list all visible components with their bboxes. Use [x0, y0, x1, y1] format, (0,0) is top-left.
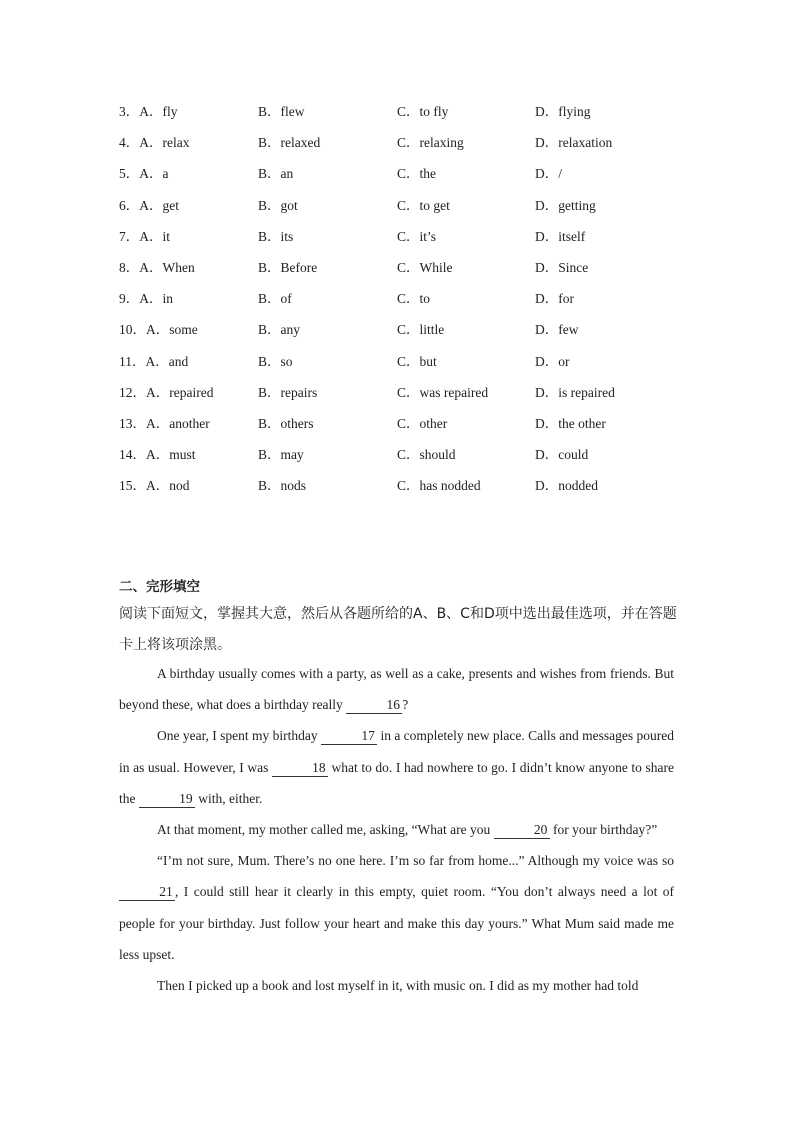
option-b: B．of — [258, 291, 292, 307]
option-a: 11．A．and — [119, 353, 189, 369]
option-d: D．is repaired — [535, 384, 615, 400]
option-d: D．relaxation — [535, 135, 613, 151]
option-c: C．was repaired — [397, 384, 489, 400]
option-d: D．flying — [535, 104, 591, 119]
option-row — [119, 413, 679, 444]
option-c: C．other — [397, 415, 448, 431]
option-b: B．any — [258, 322, 300, 338]
option-b: B．Before — [258, 259, 318, 275]
option-a: 3．A．fly — [119, 104, 178, 119]
blank-20: 20 — [494, 822, 550, 839]
option-row — [119, 444, 679, 475]
option-d: D．getting — [535, 197, 596, 213]
blank-17: 17 — [321, 728, 377, 745]
option-c: C．relaxing — [397, 135, 464, 151]
option-b: B．relaxed — [258, 135, 321, 151]
option-d: D．Since — [535, 259, 589, 275]
cloze-passage — [119, 658, 674, 1001]
option-row — [119, 382, 679, 413]
options-list — [119, 101, 679, 506]
option-b: B．so — [258, 353, 293, 369]
option-c: C．While — [397, 259, 453, 275]
passage-paragraph: Then I picked up a book and lost myself in it, with music on. I did as my mother had told — [157, 978, 639, 994]
option-b: B．nods — [258, 478, 307, 494]
blank-21: 21 — [119, 884, 175, 901]
option-d: D．could — [535, 447, 589, 463]
option-row — [119, 257, 679, 288]
option-row — [119, 226, 679, 257]
option-d: D．itself — [535, 228, 586, 244]
option-row — [119, 132, 679, 163]
option-row — [119, 163, 679, 194]
option-row — [119, 475, 679, 506]
option-row — [119, 319, 679, 350]
option-c: C．it’s — [397, 228, 437, 244]
passage-paragraph: A birthday usually comes with a party, as well as a cake, presents and wishes from friends. But beyond these, what does a birthday really 16 ? — [119, 666, 674, 713]
option-b: B．may — [258, 447, 304, 463]
option-d: D．for — [535, 291, 574, 307]
option-b: B．flew — [258, 104, 305, 119]
option-c: C．to get — [397, 197, 450, 213]
option-b: B．its — [258, 228, 294, 244]
option-a: 8．A．When — [119, 259, 195, 275]
option-a: 9．A．in — [119, 291, 173, 307]
option-row — [119, 351, 679, 382]
option-row — [119, 288, 679, 319]
option-a: 13．A．another — [119, 415, 210, 431]
blank-19: 19 — [139, 791, 195, 808]
option-c: C．should — [397, 447, 456, 463]
passage-paragraph: One year, I spent my birthday 17 in a completely new place. Calls and messages poured in as usual. However, I was 18 what to do. I had nowhere to go. I didn’t know anyone to share the 19 with, either. — [119, 728, 674, 806]
option-b: B．repairs — [258, 384, 318, 400]
option-b: B．others — [258, 415, 314, 431]
blank-16: 16 — [346, 697, 402, 714]
option-d: D．few — [535, 322, 579, 338]
option-c: C．has nodded — [397, 478, 481, 494]
option-c: C．little — [397, 322, 445, 338]
option-a: 5．A．a — [119, 166, 169, 182]
option-a: 14．A．must — [119, 447, 196, 463]
option-a: 6．A．get — [119, 197, 179, 213]
option-a: 12．A．repaired — [119, 384, 214, 400]
option-row — [119, 195, 679, 226]
option-c: C．but — [397, 353, 437, 369]
option-a: 4．A．relax — [119, 135, 190, 151]
option-d: D．/ — [535, 166, 562, 182]
option-a: 15．A．nod — [119, 478, 190, 494]
section-title: 二、完形填空 — [119, 579, 200, 595]
option-b: B．got — [258, 197, 298, 213]
passage-paragraph: At that moment, my mother called me, asking, “What are you 20 for your birthday?” — [157, 822, 658, 838]
option-d: D．or — [535, 353, 570, 369]
option-a: 10．A．some — [119, 322, 198, 338]
option-c: C．to — [397, 291, 431, 307]
option-b: B．an — [258, 166, 294, 182]
blank-18: 18 — [272, 760, 328, 777]
option-a: 7．A．it — [119, 228, 171, 244]
option-d: D．nodded — [535, 478, 598, 494]
option-row — [119, 101, 679, 132]
section-instructions: 阅读下面短文，掌握其大意，然后从各题所给的A、B、C和D项中选出最佳选项，并在答题卡上将该项涂黑。 — [119, 606, 677, 653]
option-c: C．to fly — [397, 104, 449, 119]
option-d: D．the other — [535, 415, 606, 431]
passage-paragraph: “I’m not sure, Mum. There’s no one here. I’m so far from home...” Although my voice was so 21 , I could still hear it clearly in this empty, quiet room. “You don’t always need a lot of people for your birthday. Just follow your heart and make this day yours.” What Mum said made me less upset. — [119, 853, 674, 962]
option-c: C．the — [397, 166, 436, 182]
